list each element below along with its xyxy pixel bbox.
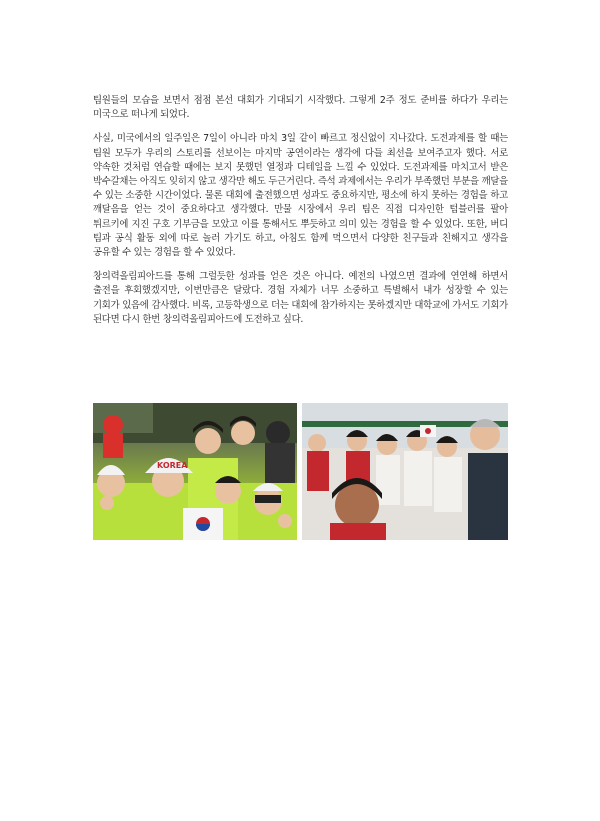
paragraph-2: 사실, 미국에서의 일주일은 7일이 아니라 마치 3일 같이 빠르고 정신없이 지나갔다. 도전과제를 할 때는 팀원 모두가 우리의 스토리를 선보이는 마지막 공연이라는 생각에 다들 최선을 보여주고자 했다. 서로 약속한 것처럼 연습할 때에는 보지 못했던 열정과 디테일을 느낄 수 있었다. 도전과제를 마치고서 받은 박수갈채는 아직도 잊히지 않고 생각만 해도 두근거린다. 즉석 과제에서는 우리가 부족했던 부분을 깨달을 수 있는 소중한 시간이었다. 물론 대회에 출전했으면 성과도 중요하지만, 평소에 하지 못하는 경험을 하고 깨달음을 얻는 것이 중요하다고 생각했다. 만물 시장에서 우리 팀은 직접 디자인한 텀블러를 팔아 튀르키에 지진 구호 기부금을 모았고 이를 통해서도 뿌듯하고 의미 있는 경험을 할 수 있었다. 또한, 버디 팀과 공식 활동 외에 따로 놀러 가기도 하고, 아침도 함께 먹으면서 다양한 친구들과 친해지고 생각을 공유할 수 있는 경험을 할 수 있었다.	[93, 133, 508, 259]
photo-team-selfie	[93, 403, 297, 540]
article-body	[93, 94, 508, 337]
cap-logo-text: KOREA	[157, 461, 188, 470]
paragraph-1: 팀원들의 모습을 보면서 점점 본선 대회가 기대되기 시작했다. 그렇게 2주 정도 준비를 하다가 우리는 미국으로 떠나게 되었다.	[93, 95, 508, 121]
photo-buddy-group-image	[302, 403, 508, 540]
photo-team-selfie-image	[93, 403, 297, 540]
photo-buddy-group	[302, 403, 508, 540]
paragraph-3: 창의력올림피아드를 통해 그럴듯한 성과를 얻은 것은 아니다. 예전의 나였으면 결과에 연연해 하면서 출전을 후회했겠지만, 이번만큼은 달랐다. 경험 자체가 너무 소중하고 특별해서 내가 성장할 수 있는 기회가 있음에 감사했다. 비록, 고등학생으로 더는 대회에 참가하지는 못하겠지만 대학교에 가서도 기회가 된다면 다시 한번 창의력올림피아드에 도전하고 싶다.	[93, 271, 508, 325]
